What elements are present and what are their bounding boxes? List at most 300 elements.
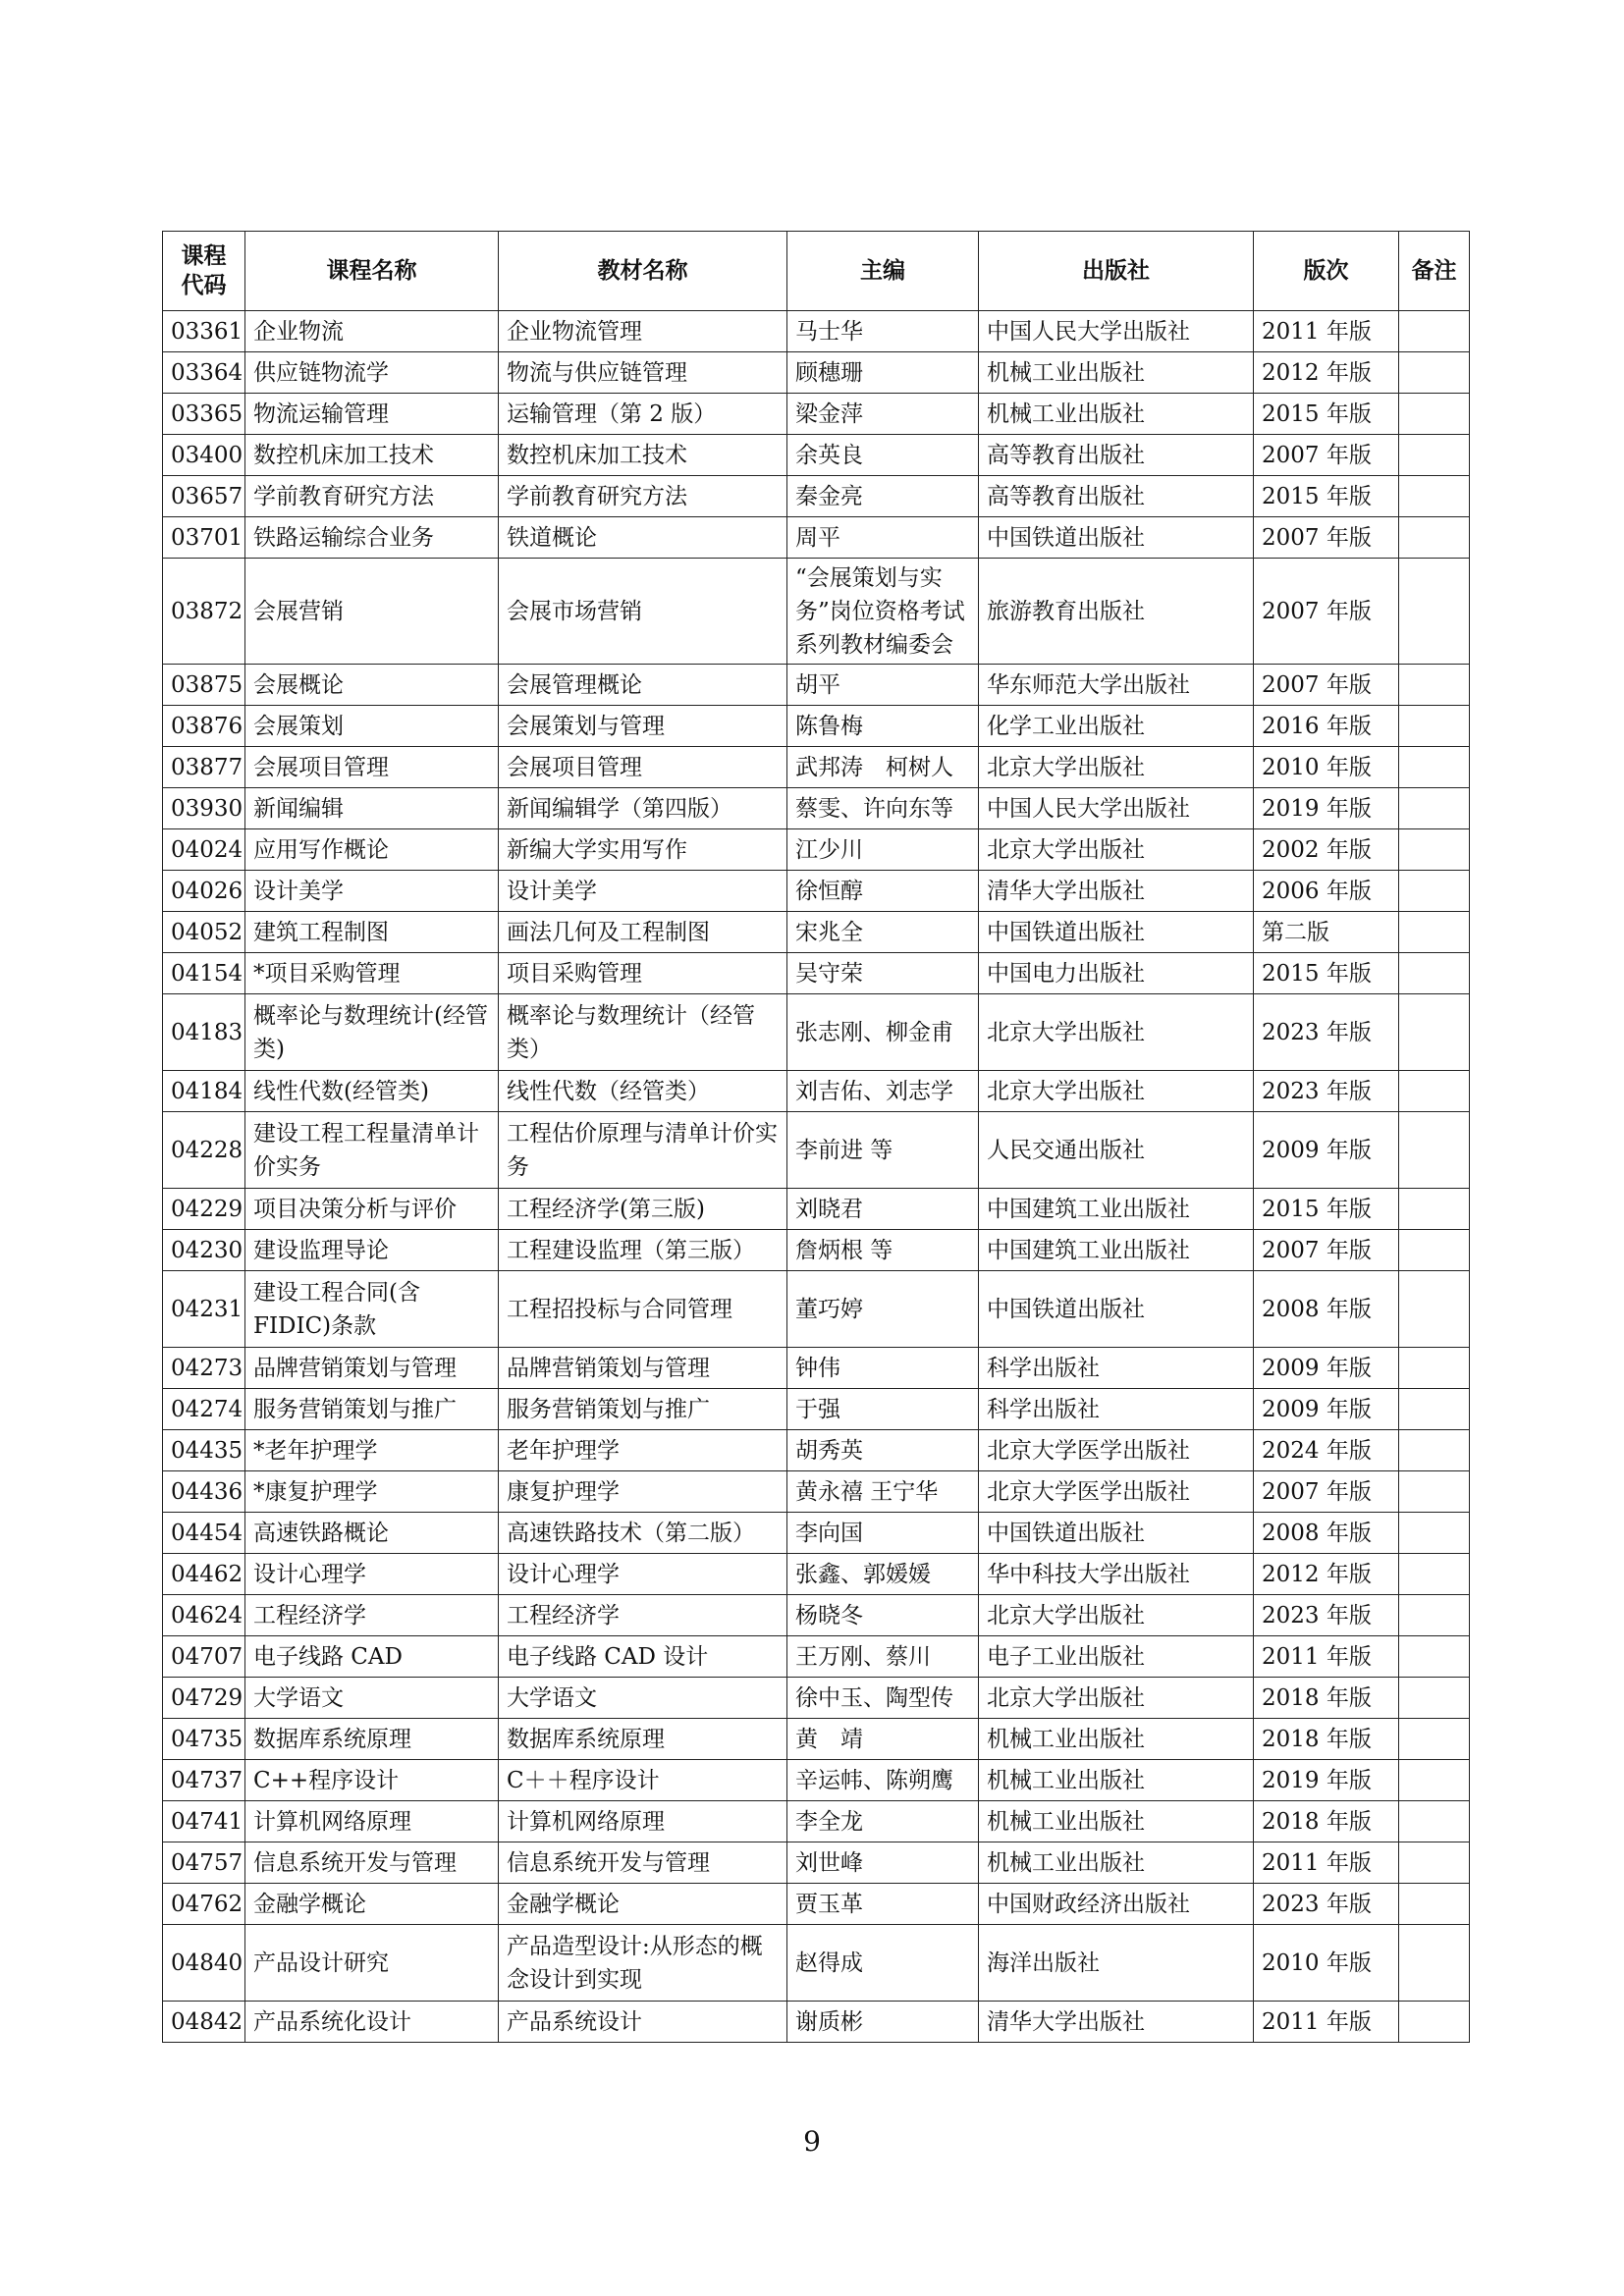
cell-editor: 秦金亮 [787, 476, 979, 517]
cell-course: 新闻编辑 [245, 788, 499, 829]
cell-course: 设计心理学 [245, 1554, 499, 1595]
table-row [163, 1389, 1470, 1430]
cell-editor: 贾玉革 [787, 1884, 979, 1925]
cell-code: 03930 [163, 788, 245, 829]
cell-textbook: 数据库系统原理 [499, 1719, 787, 1760]
table-row [163, 311, 1470, 352]
cell-textbook: 电子线路 CAD 设计 [499, 1636, 787, 1678]
cell-edition: 2007 年版 [1254, 665, 1399, 706]
cell-editor: 周平 [787, 517, 979, 559]
cell-course: 电子线路 CAD [245, 1636, 499, 1678]
table-row [163, 747, 1470, 788]
cell-publisher: 机械工业出版社 [979, 1842, 1254, 1884]
cell-textbook: 企业物流管理 [499, 311, 787, 352]
cell-edition: 2009 年版 [1254, 1389, 1399, 1430]
cell-edition: 2012 年版 [1254, 1554, 1399, 1595]
cell-textbook: 产品造型设计:从形态的概念设计到实现 [499, 1925, 787, 2002]
cell-course: 企业物流 [245, 311, 499, 352]
cell-editor: 蔡雯、许向东等 [787, 788, 979, 829]
cell-edition: 2016 年版 [1254, 706, 1399, 747]
cell-edition: 2012 年版 [1254, 352, 1399, 394]
cell-textbook: 画法几何及工程制图 [499, 912, 787, 953]
table-row [163, 1595, 1470, 1636]
cell-edition: 2007 年版 [1254, 1471, 1399, 1513]
cell-textbook: 老年护理学 [499, 1430, 787, 1471]
cell-publisher: 化学工业出版社 [979, 706, 1254, 747]
cell-editor: 陈鲁梅 [787, 706, 979, 747]
cell-textbook: 会展市场营销 [499, 559, 787, 665]
cell-publisher: 华中科技大学出版社 [979, 1554, 1254, 1595]
cell-code: 04228 [163, 1112, 245, 1189]
cell-course: *项目采购管理 [245, 953, 499, 994]
table-row [163, 706, 1470, 747]
textbook-table [162, 231, 1470, 2043]
cell-publisher: 机械工业出版社 [979, 394, 1254, 435]
cell-publisher: 旅游教育出版社 [979, 559, 1254, 665]
table-row [163, 1842, 1470, 1884]
page-number: 9 [803, 2125, 821, 2158]
cell-course: 工程经济学 [245, 1595, 499, 1636]
cell-textbook: 新编大学实用写作 [499, 829, 787, 871]
table-row [163, 352, 1470, 394]
cell-remark [1399, 1071, 1470, 1112]
cell-remark [1399, 788, 1470, 829]
cell-edition: 2007 年版 [1254, 517, 1399, 559]
header-course: 课程名称 [245, 232, 499, 311]
cell-course: 线性代数(经管类) [245, 1071, 499, 1112]
cell-editor: 谢质彬 [787, 2002, 979, 2043]
cell-editor: 顾穗珊 [787, 352, 979, 394]
cell-textbook: 线性代数（经管类） [499, 1071, 787, 1112]
cell-editor: 宋兆全 [787, 912, 979, 953]
cell-edition: 2007 年版 [1254, 435, 1399, 476]
cell-course: 产品系统化设计 [245, 2002, 499, 2043]
cell-editor: 胡秀英 [787, 1430, 979, 1471]
cell-editor: 黄永禧 王宁华 [787, 1471, 979, 1513]
cell-edition: 2011 年版 [1254, 1636, 1399, 1678]
cell-editor: 刘晓君 [787, 1189, 979, 1230]
table-row [163, 517, 1470, 559]
cell-remark [1399, 435, 1470, 476]
cell-code: 03872 [163, 559, 245, 665]
table-row [163, 1189, 1470, 1230]
cell-publisher: 海洋出版社 [979, 1925, 1254, 2002]
cell-edition: 2010 年版 [1254, 747, 1399, 788]
cell-edition: 2006 年版 [1254, 871, 1399, 912]
cell-editor: 詹炳根 等 [787, 1230, 979, 1271]
cell-publisher: 清华大学出版社 [979, 871, 1254, 912]
cell-code: 04154 [163, 953, 245, 994]
cell-editor: 武邦涛 柯树人 [787, 747, 979, 788]
cell-code: 04052 [163, 912, 245, 953]
cell-course: 会展策划 [245, 706, 499, 747]
cell-textbook: 会展策划与管理 [499, 706, 787, 747]
cell-editor: 张鑫、郭媛媛 [787, 1554, 979, 1595]
cell-publisher: 机械工业出版社 [979, 352, 1254, 394]
table-row [163, 1801, 1470, 1842]
cell-remark [1399, 912, 1470, 953]
cell-code: 04229 [163, 1189, 245, 1230]
cell-remark [1399, 1842, 1470, 1884]
cell-edition: 2008 年版 [1254, 1513, 1399, 1554]
header-publisher: 出版社 [979, 232, 1254, 311]
cell-publisher: 华东师范大学出版社 [979, 665, 1254, 706]
cell-publisher: 北京大学医学出版社 [979, 1471, 1254, 1513]
cell-code: 03875 [163, 665, 245, 706]
cell-edition: 2023 年版 [1254, 1595, 1399, 1636]
cell-course: 信息系统开发与管理 [245, 1842, 499, 1884]
cell-code: 04231 [163, 1271, 245, 1348]
cell-code: 04435 [163, 1430, 245, 1471]
cell-publisher: 中国铁道出版社 [979, 1271, 1254, 1348]
cell-code: 04230 [163, 1230, 245, 1271]
cell-code: 04026 [163, 871, 245, 912]
cell-remark [1399, 1471, 1470, 1513]
cell-code: 04454 [163, 1513, 245, 1554]
cell-editor: 余英良 [787, 435, 979, 476]
cell-textbook: 产品系统设计 [499, 2002, 787, 2043]
cell-edition: 2023 年版 [1254, 994, 1399, 1071]
cell-course: 建设工程工程量清单计价实务 [245, 1112, 499, 1189]
cell-publisher: 电子工业出版社 [979, 1636, 1254, 1678]
cell-remark [1399, 1348, 1470, 1389]
cell-code: 04729 [163, 1678, 245, 1719]
cell-remark [1399, 352, 1470, 394]
cell-remark [1399, 1636, 1470, 1678]
cell-textbook: C＋＋程序设计 [499, 1760, 787, 1801]
cell-textbook: 工程招投标与合同管理 [499, 1271, 787, 1348]
cell-publisher: 中国建筑工业出版社 [979, 1230, 1254, 1271]
cell-code: 04842 [163, 2002, 245, 2043]
cell-remark [1399, 1925, 1470, 2002]
cell-code: 04624 [163, 1595, 245, 1636]
cell-course: 供应链物流学 [245, 352, 499, 394]
cell-publisher: 机械工业出版社 [979, 1719, 1254, 1760]
cell-code: 04840 [163, 1925, 245, 2002]
table-row [163, 1678, 1470, 1719]
cell-editor: 黄 靖 [787, 1719, 979, 1760]
table-row [163, 1925, 1470, 2002]
cell-textbook: 新闻编辑学（第四版） [499, 788, 787, 829]
table-row [163, 435, 1470, 476]
cell-editor: 钟伟 [787, 1348, 979, 1389]
cell-edition: 2008 年版 [1254, 1271, 1399, 1348]
cell-textbook: 运输管理（第 2 版） [499, 394, 787, 435]
cell-editor: 徐恒醇 [787, 871, 979, 912]
cell-publisher: 机械工业出版社 [979, 1760, 1254, 1801]
cell-course: *康复护理学 [245, 1471, 499, 1513]
cell-remark [1399, 706, 1470, 747]
cell-editor: 赵得成 [787, 1925, 979, 2002]
table-row [163, 559, 1470, 665]
cell-textbook: 数控机床加工技术 [499, 435, 787, 476]
cell-code: 04735 [163, 1719, 245, 1760]
cell-edition: 2011 年版 [1254, 1842, 1399, 1884]
cell-textbook: 铁道概论 [499, 517, 787, 559]
cell-remark [1399, 1554, 1470, 1595]
cell-edition: 2009 年版 [1254, 1348, 1399, 1389]
cell-editor: “会展策划与实务”岗位资格考试系列教材编委会 [787, 559, 979, 665]
cell-code: 04436 [163, 1471, 245, 1513]
cell-code: 03876 [163, 706, 245, 747]
cell-remark [1399, 394, 1470, 435]
header-edition: 版次 [1254, 232, 1399, 311]
cell-editor: 杨晓冬 [787, 1595, 979, 1636]
cell-edition: 2007 年版 [1254, 1230, 1399, 1271]
cell-edition: 2015 年版 [1254, 394, 1399, 435]
table-row [163, 1430, 1470, 1471]
cell-editor: 江少川 [787, 829, 979, 871]
cell-edition: 第二版 [1254, 912, 1399, 953]
cell-remark [1399, 1760, 1470, 1801]
header-code: 课程代码 [163, 232, 245, 311]
cell-edition: 2015 年版 [1254, 476, 1399, 517]
cell-remark [1399, 311, 1470, 352]
cell-textbook: 工程经济学(第三版) [499, 1189, 787, 1230]
table-row [163, 1230, 1470, 1271]
cell-edition: 2024 年版 [1254, 1430, 1399, 1471]
table-row [163, 665, 1470, 706]
cell-edition: 2011 年版 [1254, 311, 1399, 352]
cell-textbook: 信息系统开发与管理 [499, 1842, 787, 1884]
cell-textbook: 设计心理学 [499, 1554, 787, 1595]
cell-code: 03361 [163, 311, 245, 352]
cell-edition: 2023 年版 [1254, 1071, 1399, 1112]
cell-remark [1399, 829, 1470, 871]
cell-textbook: 康复护理学 [499, 1471, 787, 1513]
cell-remark [1399, 1430, 1470, 1471]
cell-course: 品牌营销策划与管理 [245, 1348, 499, 1389]
cell-textbook: 项目采购管理 [499, 953, 787, 994]
cell-publisher: 中国铁道出版社 [979, 912, 1254, 953]
cell-publisher: 清华大学出版社 [979, 2002, 1254, 2043]
cell-remark [1399, 2002, 1470, 2043]
cell-editor: 徐中玉、陶型传 [787, 1678, 979, 1719]
cell-textbook: 工程估价原理与清单计价实务 [499, 1112, 787, 1189]
table-row [163, 1719, 1470, 1760]
cell-code: 03365 [163, 394, 245, 435]
cell-code: 03877 [163, 747, 245, 788]
cell-remark [1399, 1595, 1470, 1636]
cell-publisher: 北京大学出版社 [979, 1595, 1254, 1636]
cell-course: 数据库系统原理 [245, 1719, 499, 1760]
cell-editor: 张志刚、柳金甫 [787, 994, 979, 1071]
cell-code: 03701 [163, 517, 245, 559]
cell-course: 金融学概论 [245, 1884, 499, 1925]
header-remark: 备注 [1399, 232, 1470, 311]
cell-course: 建设监理导论 [245, 1230, 499, 1271]
cell-code: 04707 [163, 1636, 245, 1678]
cell-publisher: 机械工业出版社 [979, 1801, 1254, 1842]
cell-editor: 王万刚、蔡川 [787, 1636, 979, 1678]
cell-textbook: 品牌营销策划与管理 [499, 1348, 787, 1389]
cell-remark [1399, 1189, 1470, 1230]
cell-code: 04184 [163, 1071, 245, 1112]
cell-course: 项目决策分析与评价 [245, 1189, 499, 1230]
cell-textbook: 大学语文 [499, 1678, 787, 1719]
table-row [163, 1636, 1470, 1678]
cell-course: C++程序设计 [245, 1760, 499, 1801]
cell-edition: 2015 年版 [1254, 1189, 1399, 1230]
cell-edition: 2002 年版 [1254, 829, 1399, 871]
cell-textbook: 工程经济学 [499, 1595, 787, 1636]
cell-course: 产品设计研究 [245, 1925, 499, 2002]
cell-textbook: 计算机网络原理 [499, 1801, 787, 1842]
cell-editor: 于强 [787, 1389, 979, 1430]
cell-publisher: 中国电力出版社 [979, 953, 1254, 994]
cell-textbook: 会展管理概论 [499, 665, 787, 706]
cell-code: 04737 [163, 1760, 245, 1801]
cell-edition: 2009 年版 [1254, 1112, 1399, 1189]
cell-code: 04741 [163, 1801, 245, 1842]
cell-editor: 刘吉佑、刘志学 [787, 1071, 979, 1112]
table-row [163, 912, 1470, 953]
cell-edition: 2023 年版 [1254, 1884, 1399, 1925]
cell-publisher: 北京大学出版社 [979, 1678, 1254, 1719]
cell-course: 大学语文 [245, 1678, 499, 1719]
cell-textbook: 高速铁路技术（第二版） [499, 1513, 787, 1554]
cell-code: 04757 [163, 1842, 245, 1884]
table-row [163, 394, 1470, 435]
cell-publisher: 中国铁道出版社 [979, 1513, 1254, 1554]
cell-course: 高速铁路概论 [245, 1513, 499, 1554]
table-row [163, 829, 1470, 871]
cell-remark [1399, 665, 1470, 706]
cell-edition: 2018 年版 [1254, 1719, 1399, 1760]
cell-publisher: 中国人民大学出版社 [979, 788, 1254, 829]
cell-course: 学前教育研究方法 [245, 476, 499, 517]
table-row [163, 994, 1470, 1071]
cell-publisher: 中国财政经济出版社 [979, 1884, 1254, 1925]
cell-course: 会展概论 [245, 665, 499, 706]
cell-publisher: 中国建筑工业出版社 [979, 1189, 1254, 1230]
cell-remark [1399, 953, 1470, 994]
cell-editor: 胡平 [787, 665, 979, 706]
cell-publisher: 北京大学出版社 [979, 829, 1254, 871]
cell-edition: 2019 年版 [1254, 788, 1399, 829]
cell-editor: 董巧婷 [787, 1271, 979, 1348]
cell-course: 应用写作概论 [245, 829, 499, 871]
table-row [163, 1760, 1470, 1801]
header-textbook: 教材名称 [499, 232, 787, 311]
table-row [163, 1554, 1470, 1595]
cell-publisher: 人民交通出版社 [979, 1112, 1254, 1189]
cell-code: 03364 [163, 352, 245, 394]
cell-code: 04024 [163, 829, 245, 871]
table-row [163, 788, 1470, 829]
cell-publisher: 高等教育出版社 [979, 435, 1254, 476]
cell-publisher: 中国铁道出版社 [979, 517, 1254, 559]
cell-remark [1399, 559, 1470, 665]
cell-course: 建设工程合同(含FIDIC)条款 [245, 1271, 499, 1348]
table-row [163, 1348, 1470, 1389]
cell-remark [1399, 517, 1470, 559]
cell-code: 04762 [163, 1884, 245, 1925]
cell-publisher: 中国人民大学出版社 [979, 311, 1254, 352]
cell-code: 04274 [163, 1389, 245, 1430]
header-row [163, 232, 1470, 311]
cell-course: 设计美学 [245, 871, 499, 912]
cell-textbook: 服务营销策划与推广 [499, 1389, 787, 1430]
cell-edition: 2011 年版 [1254, 2002, 1399, 2043]
cell-remark [1399, 476, 1470, 517]
cell-edition: 2018 年版 [1254, 1678, 1399, 1719]
cell-editor: 刘世峰 [787, 1842, 979, 1884]
cell-editor: 辛运帏、陈朔鹰 [787, 1760, 979, 1801]
cell-publisher: 科学出版社 [979, 1348, 1254, 1389]
cell-textbook: 设计美学 [499, 871, 787, 912]
cell-remark [1399, 1112, 1470, 1189]
cell-editor: 马士华 [787, 311, 979, 352]
cell-textbook: 物流与供应链管理 [499, 352, 787, 394]
cell-edition: 2015 年版 [1254, 953, 1399, 994]
cell-editor: 李向国 [787, 1513, 979, 1554]
cell-course: 物流运输管理 [245, 394, 499, 435]
cell-course: 服务营销策划与推广 [245, 1389, 499, 1430]
cell-publisher: 北京大学出版社 [979, 994, 1254, 1071]
table-row [163, 953, 1470, 994]
cell-course: 建筑工程制图 [245, 912, 499, 953]
cell-remark [1399, 1271, 1470, 1348]
cell-code: 03657 [163, 476, 245, 517]
cell-editor: 李全龙 [787, 1801, 979, 1842]
table-row [163, 2002, 1470, 2043]
cell-remark [1399, 1513, 1470, 1554]
cell-course: 数控机床加工技术 [245, 435, 499, 476]
cell-edition: 2007 年版 [1254, 559, 1399, 665]
cell-remark [1399, 1884, 1470, 1925]
cell-remark [1399, 1678, 1470, 1719]
cell-publisher: 北京大学出版社 [979, 1071, 1254, 1112]
table-row [163, 1513, 1470, 1554]
cell-remark [1399, 994, 1470, 1071]
table-row [163, 871, 1470, 912]
cell-course: 铁路运输综合业务 [245, 517, 499, 559]
cell-code: 03400 [163, 435, 245, 476]
cell-edition: 2018 年版 [1254, 1801, 1399, 1842]
cell-remark [1399, 1389, 1470, 1430]
cell-publisher: 科学出版社 [979, 1389, 1254, 1430]
table-row [163, 476, 1470, 517]
cell-course: 会展营销 [245, 559, 499, 665]
cell-code: 04273 [163, 1348, 245, 1389]
header-editor: 主编 [787, 232, 979, 311]
cell-remark [1399, 1801, 1470, 1842]
table-row [163, 1471, 1470, 1513]
cell-course: 计算机网络原理 [245, 1801, 499, 1842]
cell-remark [1399, 1719, 1470, 1760]
table-row [163, 1071, 1470, 1112]
cell-textbook: 金融学概论 [499, 1884, 787, 1925]
table-row [163, 1112, 1470, 1189]
cell-publisher: 北京大学出版社 [979, 747, 1254, 788]
cell-textbook: 学前教育研究方法 [499, 476, 787, 517]
cell-code: 04462 [163, 1554, 245, 1595]
cell-textbook: 概率论与数理统计（经管类） [499, 994, 787, 1071]
table-row [163, 1271, 1470, 1348]
cell-course: 概率论与数理统计(经管类) [245, 994, 499, 1071]
cell-remark [1399, 871, 1470, 912]
cell-course: *老年护理学 [245, 1430, 499, 1471]
cell-remark [1399, 1230, 1470, 1271]
table-row [163, 1884, 1470, 1925]
cell-remark [1399, 747, 1470, 788]
cell-textbook: 工程建设监理（第三版） [499, 1230, 787, 1271]
cell-edition: 2010 年版 [1254, 1925, 1399, 2002]
cell-editor: 李前进 等 [787, 1112, 979, 1189]
cell-editor: 吴守荣 [787, 953, 979, 994]
cell-edition: 2019 年版 [1254, 1760, 1399, 1801]
